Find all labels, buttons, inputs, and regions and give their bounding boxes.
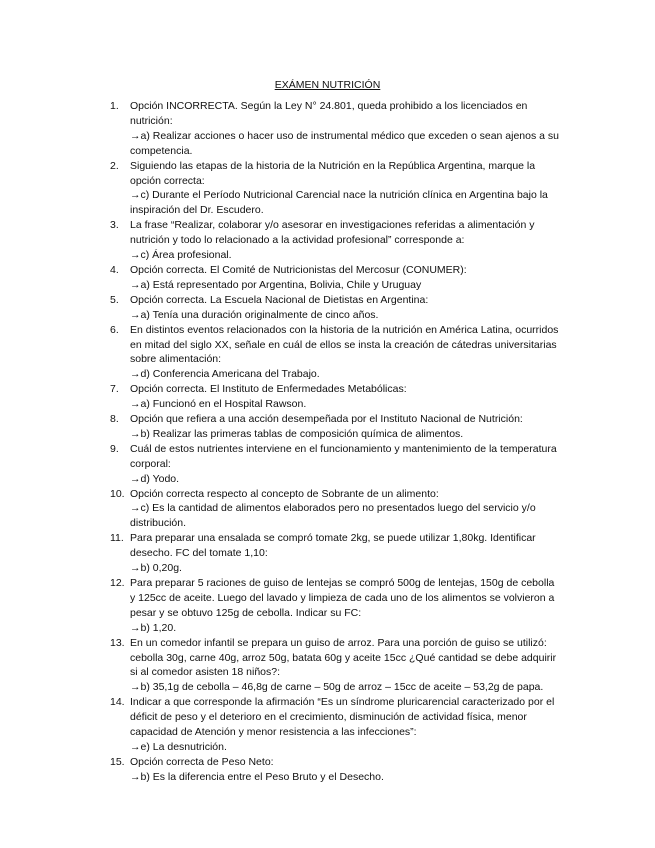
answer-line [130,308,560,323]
arrow-right-icon: → [130,249,141,262]
question-number: 6. [110,323,119,336]
question-item [110,159,560,219]
answer-text: e) La desnutrición. [140,740,227,753]
question-text: Cuál de estos nutrientes interviene en el funcionamiento y mantenimiento de la temperatura corporal: [130,442,557,470]
question-item [110,487,560,532]
question-number: 7. [110,383,119,396]
question-number: 3. [110,219,119,232]
answer-text: c) Es la cantidad de alimentos elaborados pero no presentados luego del servicio y/o distribución. [130,502,536,530]
answer-text: b) 1,20. [140,621,177,634]
question-item [110,695,560,755]
answer-line [130,129,560,159]
answer-text: c) Área profesional. [140,249,232,262]
arrow-right-icon: → [130,562,141,575]
question-text: Indicar a que corresponde la afirmación “Es un síndrome pluricarencial caracterizado por el déficit de peso y el deterioro en el crecimiento, disminución de actividad física, menor capacidad de Atención y menor resistencia a las infecciones”: [130,696,555,739]
question-number: 9. [110,442,119,455]
arrow-right-icon: → [130,621,141,634]
question-text: Opción correcta. La Escuela Nacional de Dietistas en Argentina: [130,293,429,306]
question-number: 2. [110,159,119,172]
arrow-right-icon: → [130,681,141,694]
answer-text: b) 35,1g de cebolla – 46,8g de carne – 50g de arroz – 15cc de aceite – 53,2g de papa. [140,681,544,694]
question-number: 11. [110,532,124,545]
question-text: Siguiendo las etapas de la historia de la Nutrición en la República Argentina, marque la opción correcta: [130,159,536,187]
question-text: Opción correcta respecto al concepto de Sobrante de un alimento: [130,487,439,500]
question-number: 14. [110,696,125,709]
question-item [110,442,560,487]
answer-line [130,621,560,636]
answer-line [130,680,560,695]
question-text: En distintos eventos relacionados con la historia de la nutrición en América Latina, ocurridos en mitad del siglo XX, señale en cuál de ellos se insta la creación de cátedras universitarias sobre alimentación: [130,323,559,366]
arrow-right-icon: → [130,502,141,515]
question-item [110,412,560,442]
answer-line [130,248,560,263]
answer-line [130,367,560,382]
question-text: Opción correcta. El Instituto de Enfermedades Metabólicas: [130,383,407,396]
question-item [110,636,560,696]
answer-text: a) Tenía una duración originalmente de cinco años. [140,308,379,321]
question-text: La frase “Realizar, colaborar y/o asesorar en investigaciones referidas a alimentación y nutrición y todo lo relacionado a la actividad profesional” corresponde a: [130,219,535,247]
arrow-right-icon: → [130,189,141,202]
question-item [110,755,560,785]
answer-text: b) 0,20g. [140,562,182,575]
question-text: Opción correcta de Peso Neto: [130,755,274,768]
arrow-right-icon: → [130,740,141,753]
question-number: 4. [110,263,119,276]
question-number: 8. [110,413,119,426]
question-item [110,293,560,323]
arrow-right-icon: → [130,472,141,485]
answer-text: d) Yodo. [140,472,180,485]
answer-line [130,278,560,293]
question-text: Opción INCORRECTA. Según la Ley N° 24.801, queda prohibido a los licenciados en nutrición: [130,100,528,127]
question-number: 10. [110,487,125,500]
answer-line [130,561,560,576]
question-item [110,576,560,636]
answer-text: b) Realizar las primeras tablas de composición química de alimentos. [140,427,464,440]
arrow-right-icon: → [130,278,141,291]
answer-line [130,501,560,531]
answer-text: a) Realizar acciones o hacer uso de instrumental médico que exceden o sean ajenos a su competencia. [130,129,559,157]
question-item [110,382,560,412]
question-text: Opción que refiera a una acción desempeñada por el Instituto Nacional de Nutrición: [130,413,523,426]
answer-text: a) Está representado por Argentina, Bolivia, Chile y Uruguay [140,278,422,291]
question-text: Opción correcta. El Comité de Nutricionistas del Mercosur (CONUMER): [130,263,467,276]
document-title: EXÁMEN NUTRICIÓN [274,79,381,91]
question-item [110,263,560,293]
answer-line [130,740,560,755]
question-item [110,218,560,263]
answer-text: c) Durante el Período Nutricional Carencial nace la nutrición clínica en Argentina bajo la inspiración del Dr. Escudero. [130,189,548,217]
question-text: En un comedor infantil se prepara un guiso de arroz. Para una porción de guiso se utilizó: cebolla 30g, carne 40g, arroz 50g, batata 60g y aceite 15cc ¿Qué cantidad se debe adquirir si al comedor asisten 18 niños?: [130,636,557,679]
answer-text: d) Conferencia Americana del Trabajo. [140,368,320,381]
question-item [110,99,560,159]
question-list [110,99,560,785]
arrow-right-icon: → [130,770,141,783]
answer-line [130,397,560,412]
answer-text: b) Es la diferencia entre el Peso Bruto y el Desecho. [140,770,384,783]
question-item [110,323,560,383]
question-item [110,531,560,576]
answer-line [130,770,560,785]
arrow-right-icon: → [130,129,141,142]
question-number: 12. [110,577,125,589]
arrow-right-icon: → [130,398,141,411]
arrow-right-icon: → [130,427,141,440]
question-text: Para preparar una ensalada se compró tomate 2kg, se puede utilizar 1,80kg. Identificar desecho. FC del tomate 1,10: [130,532,536,560]
question-text: Para preparar 5 raciones de guiso de lentejas se compró 500g de lentejas, 150g de cebolla y 125cc de aceite. Luego del lavado y limpieza de cada uno de los alimentos se volvieron a pesar y se obtuvo 125g de cebolla. Indicar su FC: [130,577,555,619]
answer-line [130,472,560,487]
answer-text: a) Funcionó en el Hospital Rawson. [140,398,307,411]
arrow-right-icon: → [130,308,141,321]
question-number: 1. [110,100,119,112]
arrow-right-icon: → [130,368,141,381]
question-number: 5. [110,293,119,306]
question-number: 15. [110,755,125,768]
answer-line [130,188,560,218]
answer-line [130,427,560,442]
question-number: 13. [110,636,125,649]
